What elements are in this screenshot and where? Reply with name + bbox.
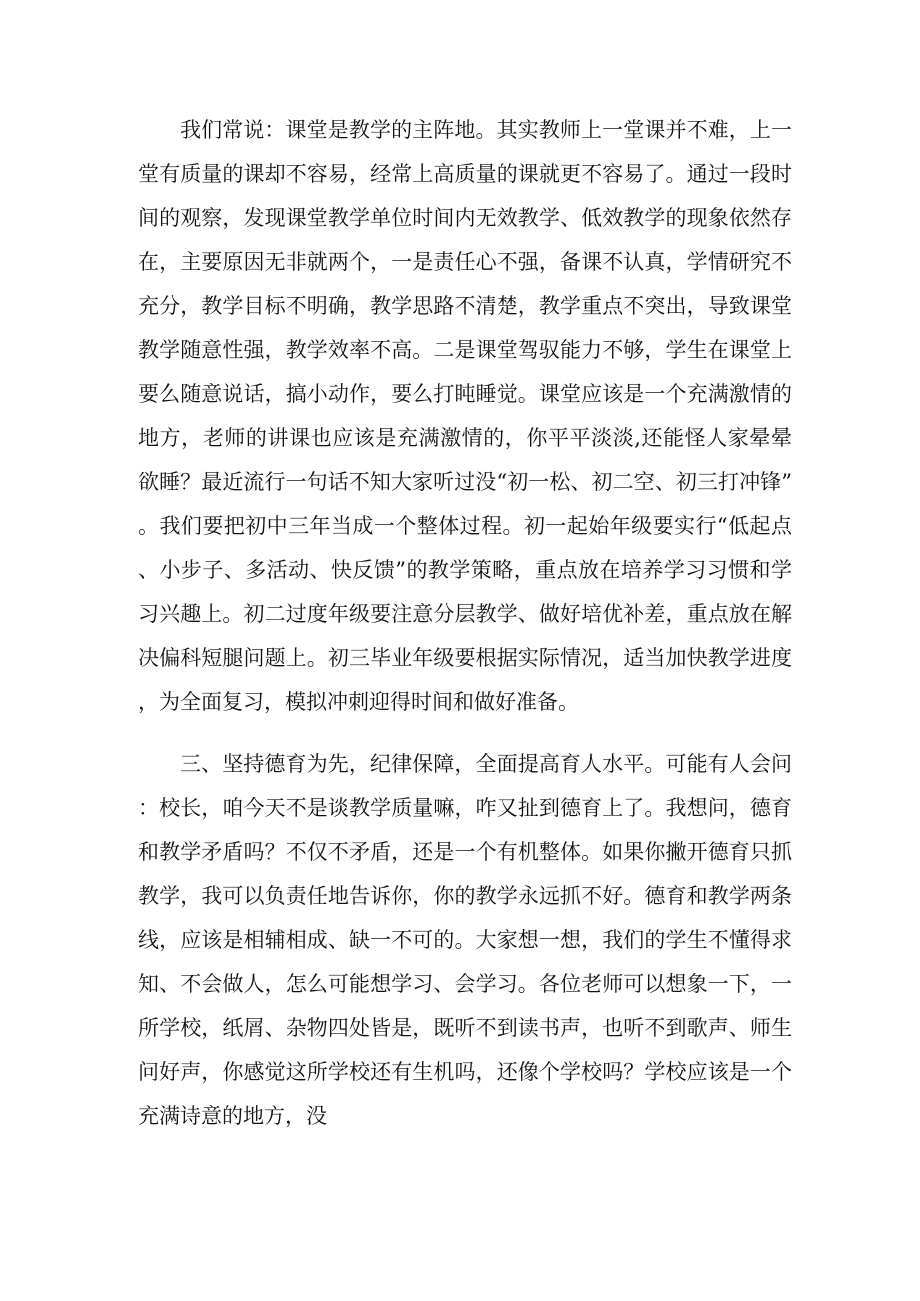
paragraph-moral-education: 三、坚持德育为先，纪律保障，全面提高育人水平。可能有人会问：校长，咱今天不是谈教学质量嘛，咋又扯到德育上了。我想问，德育和教学矛盾吗？不仅不矛盾，还是一个有机整体。如果你撇开德育只抓教学，我可以负责任地告诉你，你的教学永远抓不好。德育和教学两条线，应该是相辅相成、缺一不可的。大家想一想，我们的学生不懂得求知、不会做人，怎么可能想学习、会学习。各位老师可以想象一下，一所学校，纸屑、杂物四处皆是，既听不到读书声，也听不到歌声、师生问好声，你感觉这所学校还有生机吗，还像个学校吗？学校应该是一个充满诗意的地方，没	[138, 752, 792, 1128]
paragraph-teaching-quality: 我们常说：课堂是教学的主阵地。其实教师上一堂课并不难，上一堂有质量的课却不容易，经常上高质量的课就更不容易了。通过一段时间的观察，发现课堂教学单位时间内无效教学、低效教学的现象依然存在，主要原因无非就两个，一是责任心不强，备课不认真，学情研究不充分，教学目标不明确，教学思路不清楚，教学重点不突出，导致课堂教学随意性强，教学效率不高。二是课堂驾驭能力不够，学生在课堂上要么随意说话，搞小动作，要么打盹睡觉。课堂应该是一个充满激情的地方，老师的讲课也应该是充满激情的，你平平淡淡,还能怪人家晕晕欲睡？最近流行一句话不知大家听过没“初一松、初二空、初三打冲锋”。我们要把初中三年当成一个整体过程。初一起始年级要实行“低起点、小步子、多活动、快反馈”的教学策略，重点放在培养学习习惯和学习兴趣上。初二过度年级要注意分层教学、做好培优补差，重点放在解决偏科短腿问题上。初三毕业年级要根据实际情况，适当加快教学进度，为全面复习，模拟冲刺迎得时间和做好准备。	[138, 118, 792, 714]
document-body	[138, 108, 792, 1138]
